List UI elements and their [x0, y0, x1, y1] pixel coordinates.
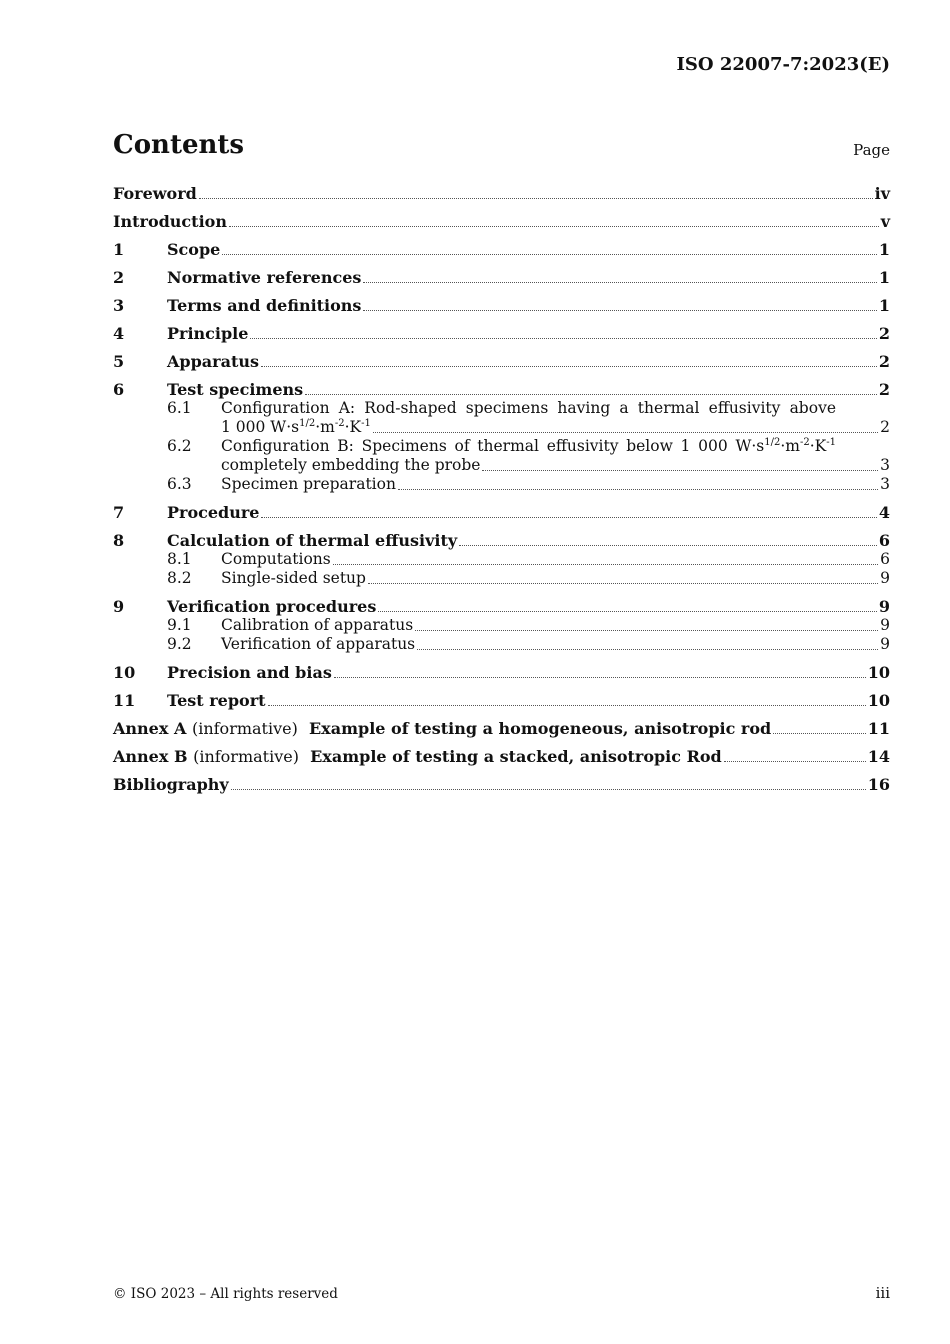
- toc-entry-introduction[interactable]: Introduction v: [113, 212, 890, 231]
- toc-entry-bibliography[interactable]: Bibliography 16: [113, 775, 890, 794]
- toc-entry-principle[interactable]: 4 Principle 2: [113, 324, 890, 343]
- leader-dots: [261, 517, 876, 518]
- toc-entry-8-1[interactable]: 8.1 Computations 6: [167, 550, 890, 568]
- toc-entry-foreword[interactable]: Foreword iv: [113, 184, 890, 203]
- leader-dots: [482, 470, 878, 471]
- leader-dots: [724, 761, 866, 762]
- document-id: ISO 22007-7:2023(E): [676, 54, 890, 75]
- leader-dots: [459, 545, 877, 546]
- toc-entry-annex-b[interactable]: Annex B (informative) Example of testing a stacked, anisotropic Rod 14: [113, 747, 890, 766]
- toc-entry-6-1[interactable]: 6.1 Configuration A: Rod-shaped specimens having a thermal effusivity above 1 000 $W\cdot s^{1/2}\cdot m^{-2}\cdot K^{-1}$ 2: [167, 399, 890, 436]
- toc-entry-test-specimens[interactable]: 6 Test specimens 2: [113, 380, 890, 399]
- leader-dots: [222, 254, 877, 255]
- toc-entry-test-report[interactable]: 11 Test report 10: [113, 691, 890, 710]
- toc-entry-6-3[interactable]: 6.3 Specimen preparation 3: [167, 475, 890, 493]
- toc-entry-6-2[interactable]: 6.2 Configuration B: Specimens of thermal effusivity below 1 000 $W\cdot s^{1/2}\cdot m^{-2}\cdot K^{-1}$ completely embedding the probe 3: [167, 437, 890, 474]
- leader-dots: [378, 611, 876, 612]
- toc-entry-precision-bias[interactable]: 10 Precision and bias 10: [113, 663, 890, 682]
- leader-dots: [229, 226, 879, 227]
- contents-heading: Contents: [113, 130, 245, 160]
- leader-dots: [368, 583, 878, 584]
- leader-dots: [363, 310, 876, 311]
- leader-dots: [268, 705, 866, 706]
- toc-entry-verification-procedures[interactable]: 9 Verification procedures 9: [113, 597, 890, 616]
- leader-dots: [231, 789, 866, 790]
- toc-entry-9-1[interactable]: 9.1 Calibration of apparatus 9: [167, 616, 890, 634]
- toc-entry-8-2[interactable]: 8.2 Single-sided setup 9: [167, 569, 890, 587]
- toc-entry-normative-references[interactable]: 2 Normative references 1: [113, 268, 890, 287]
- leader-dots: [261, 366, 877, 367]
- toc-entry-scope[interactable]: 1 Scope 1: [113, 240, 890, 259]
- toc-entry-procedure[interactable]: 7 Procedure 4: [113, 503, 890, 522]
- toc-entry-calculation[interactable]: 8 Calculation of thermal effusivity 6: [113, 531, 890, 550]
- table-of-contents: [113, 184, 890, 794]
- leader-dots: [250, 338, 876, 339]
- leader-dots: [363, 282, 876, 283]
- page-column-label: Page: [853, 141, 890, 159]
- leader-dots: [415, 630, 878, 631]
- page-number: iii: [875, 1284, 890, 1302]
- leader-dots: [305, 394, 877, 395]
- leader-dots: [398, 489, 878, 490]
- leader-dots: [199, 198, 873, 199]
- leader-dots: [334, 677, 866, 678]
- leader-dots: [417, 649, 878, 650]
- toc-entry-apparatus[interactable]: 5 Apparatus 2: [113, 352, 890, 371]
- leader-dots: [333, 564, 878, 565]
- leader-dots: [373, 432, 878, 433]
- leader-dots: [773, 733, 866, 734]
- copyright-notice: © ISO 2023 – All rights reserved: [113, 1286, 338, 1302]
- toc-entry-9-2[interactable]: 9.2 Verification of apparatus 9: [167, 635, 890, 653]
- toc-entry-terms-definitions[interactable]: 3 Terms and definitions 1: [113, 296, 890, 315]
- toc-entry-annex-a[interactable]: Annex A (informative) Example of testing a homogeneous, anisotropic rod 11: [113, 719, 890, 738]
